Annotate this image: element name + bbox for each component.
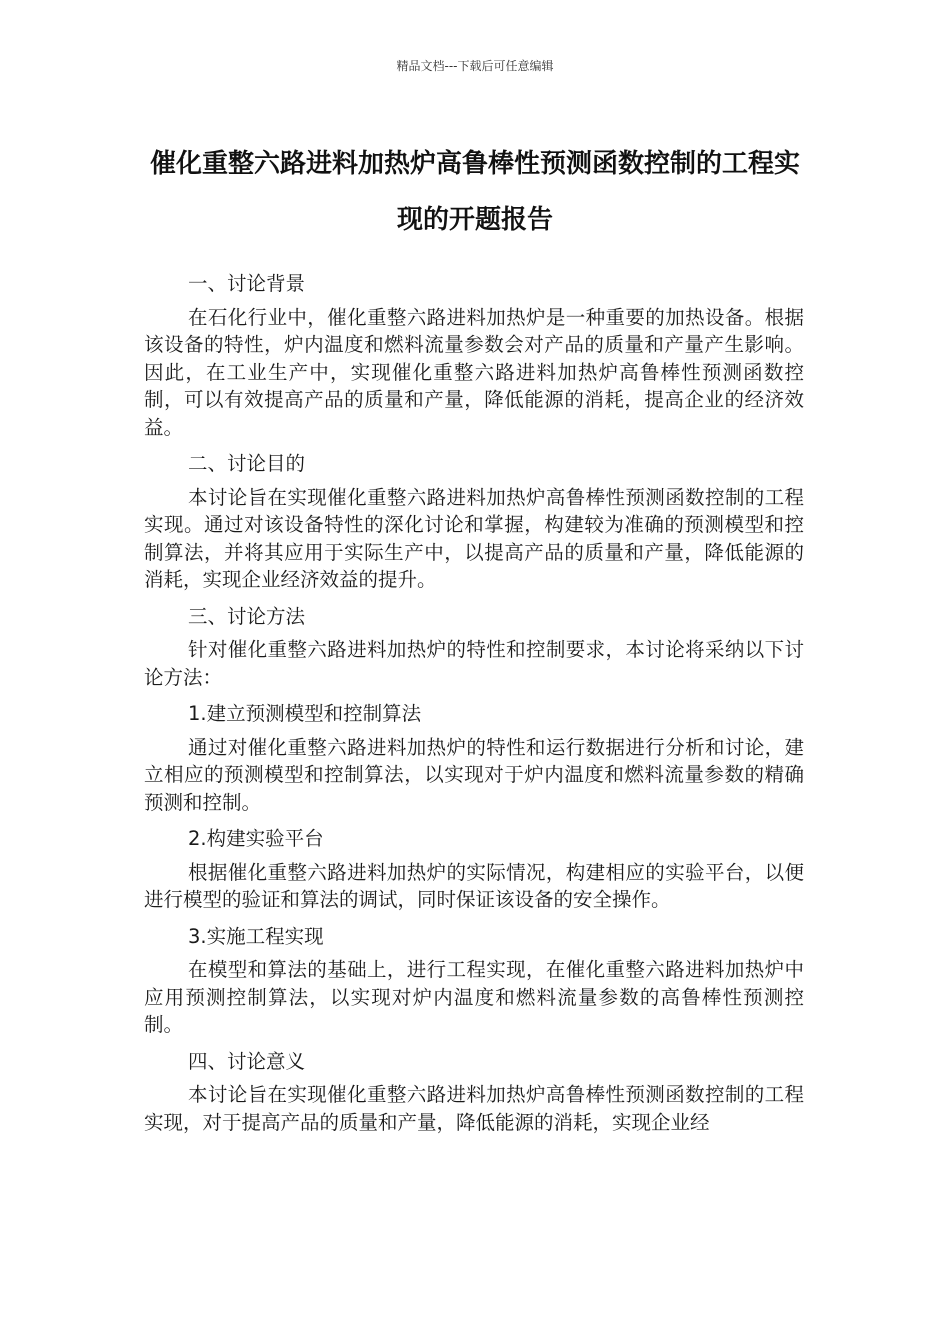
- section-paragraph-significance: 本讨论旨在实现催化重整六路进料加热炉高鲁棒性预测函数控制的工程实现，对于提高产品的质量和产量，降低能源的消耗，实现企业经: [144, 1083, 804, 1134]
- subsection-heading-platform: 2.构建实验平台: [188, 827, 324, 850]
- subsection-paragraph-platform: 根据催化重整六路进料加热炉的实际情况，构建相应的实验平台，以便进行模型的验证和算法的调试，同时保证该设备的安全操作。: [144, 860, 804, 911]
- section-paragraph-background: 在石化行业中，催化重整六路进料加热炉是一种重要的加热设备。根据该设备的特性，炉内温度和燃料流量参数会对产品的质量和产量产生影响。因此，在工业生产中，实现催化重整六路进料加热炉高鲁棒性预测函数控制，可以有效提高产品的质量和产量，降低能源的消耗，提高企业的经济效益。: [144, 305, 804, 439]
- section-paragraph-purpose: 本讨论旨在实现催化重整六路进料加热炉高鲁棒性预测函数控制的工程实现。通过对该设备特性的深化讨论和掌握，构建较为准确的预测模型和控制算法，并将其应用于实际生产中，以提高产品的质量和产量，降低能源的消耗，实现企业经济效益的提升。: [144, 485, 804, 591]
- subsection-paragraph-implementation: 在模型和算法的基础上，进行工程实现，在催化重整六路进料加热炉中应用预测控制算法，以实现对炉内温度和燃料流量参数的高鲁棒性预测控制。: [144, 958, 804, 1036]
- header-note: 精品文档---下载后可任意编辑: [396, 59, 554, 73]
- section-heading-purpose: 二、讨论目的: [188, 452, 306, 475]
- section-heading-background: 一、讨论背景: [188, 272, 306, 295]
- section-paragraph-method-intro: 针对催化重整六路进料加热炉的特性和控制要求，本讨论将采纳以下讨论方法：: [144, 638, 804, 689]
- section-heading-method: 三、讨论方法: [188, 604, 306, 628]
- document-body: [144, 268, 804, 1143]
- subsection-heading-implementation: 3.实施工程实现: [188, 924, 324, 948]
- subsection-paragraph-model: 通过对催化重整六路进料加热炉的特性和运行数据进行分析和讨论，建立相应的预测模型和控制算法，以实现对于炉内温度和燃料流量参数的精确预测和控制。: [144, 735, 804, 814]
- subsection-heading-model: 1.建立预测模型和控制算法: [188, 702, 422, 725]
- document-title: 催化重整六路进料加热炉高鲁棒性预测函数控制的工程实现的开题报告: [149, 149, 800, 235]
- section-heading-significance: 四、讨论意义: [188, 1049, 306, 1073]
